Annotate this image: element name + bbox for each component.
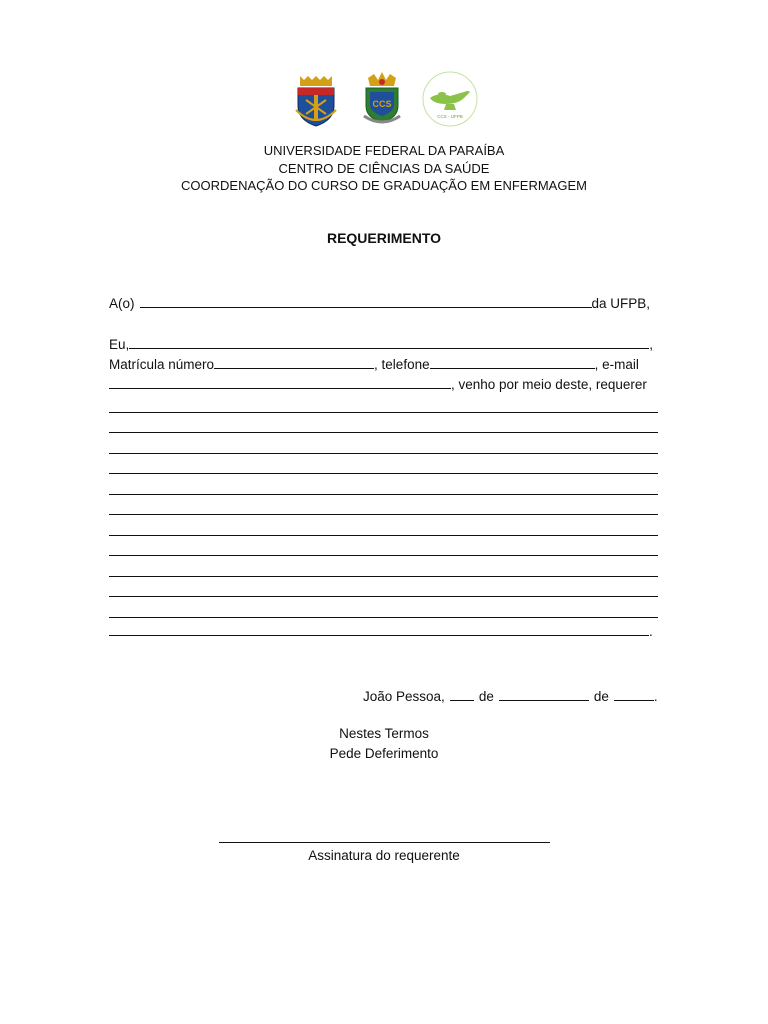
ccs-crest-icon xyxy=(354,70,410,128)
request-line-10[interactable] xyxy=(109,596,658,597)
header-coordination: COORDENAÇÃO DO CURSO DE GRADUAÇÃO EM ENFERMAGEM xyxy=(181,178,587,193)
request-line-9[interactable] xyxy=(109,576,658,577)
email-line xyxy=(109,375,658,395)
request-line-8[interactable] xyxy=(109,555,658,556)
name-line xyxy=(109,335,658,355)
de-label-2: de xyxy=(593,689,609,704)
eu-label: Eu, xyxy=(109,337,130,352)
matricula-field[interactable] xyxy=(214,355,374,369)
request-line-12-row xyxy=(109,622,658,642)
addressee-prefix: A(o) xyxy=(109,296,135,311)
request-line-4[interactable] xyxy=(109,473,658,474)
final-period: . xyxy=(649,624,653,639)
date-period: . xyxy=(653,689,658,704)
city-label: João Pessoa, xyxy=(363,689,445,704)
telefone-field[interactable] xyxy=(430,355,595,369)
request-line-2[interactable] xyxy=(109,432,658,433)
name-field[interactable] xyxy=(129,335,649,349)
page-title: REQUERIMENTO xyxy=(326,230,442,246)
addressee-suffix: da UFPB, xyxy=(591,296,651,311)
email-label: , e-mail xyxy=(594,357,639,372)
ufpb-crest-icon xyxy=(288,70,344,128)
signature-field[interactable] xyxy=(219,842,550,843)
de-label-1: de xyxy=(478,689,494,704)
nursing-lamp-icon xyxy=(420,70,480,128)
year-field[interactable] xyxy=(614,687,654,701)
closing-line-2: Pede Deferimento xyxy=(329,746,439,761)
request-line-3[interactable] xyxy=(109,453,658,454)
request-line-12[interactable] xyxy=(109,622,649,636)
enfermagem-caption: CCS - UFPB xyxy=(437,114,463,119)
requerer-text: , venho por meio deste, requerer xyxy=(451,377,647,392)
matricula-line xyxy=(109,355,658,375)
request-line-1[interactable] xyxy=(109,412,658,413)
day-field[interactable] xyxy=(450,687,474,701)
addressee-line xyxy=(109,294,658,314)
signature-label: Assinatura do requerente xyxy=(308,848,460,863)
addressee-field[interactable] xyxy=(140,294,592,308)
request-line-5[interactable] xyxy=(109,494,658,495)
header-university: UNIVERSIDADE FEDERAL DA PARAÍBA xyxy=(263,143,505,158)
month-field[interactable] xyxy=(499,687,589,701)
telefone-label: , telefone xyxy=(374,357,430,372)
eu-end: , xyxy=(649,337,654,352)
header-center: CENTRO DE CIÊNCIAS DA SAÚDE xyxy=(278,160,490,176)
matricula-label: Matrícula número xyxy=(109,357,215,372)
svg-text:CCS: CCS xyxy=(372,99,392,109)
request-line-7[interactable] xyxy=(109,535,658,536)
date-line xyxy=(363,687,663,707)
institution-header xyxy=(0,142,768,195)
request-line-6[interactable] xyxy=(109,514,658,515)
closing-line-1: Nestes Termos xyxy=(339,726,429,741)
logo-row xyxy=(0,70,768,128)
email-field[interactable] xyxy=(109,375,451,389)
request-line-11[interactable] xyxy=(109,617,658,618)
